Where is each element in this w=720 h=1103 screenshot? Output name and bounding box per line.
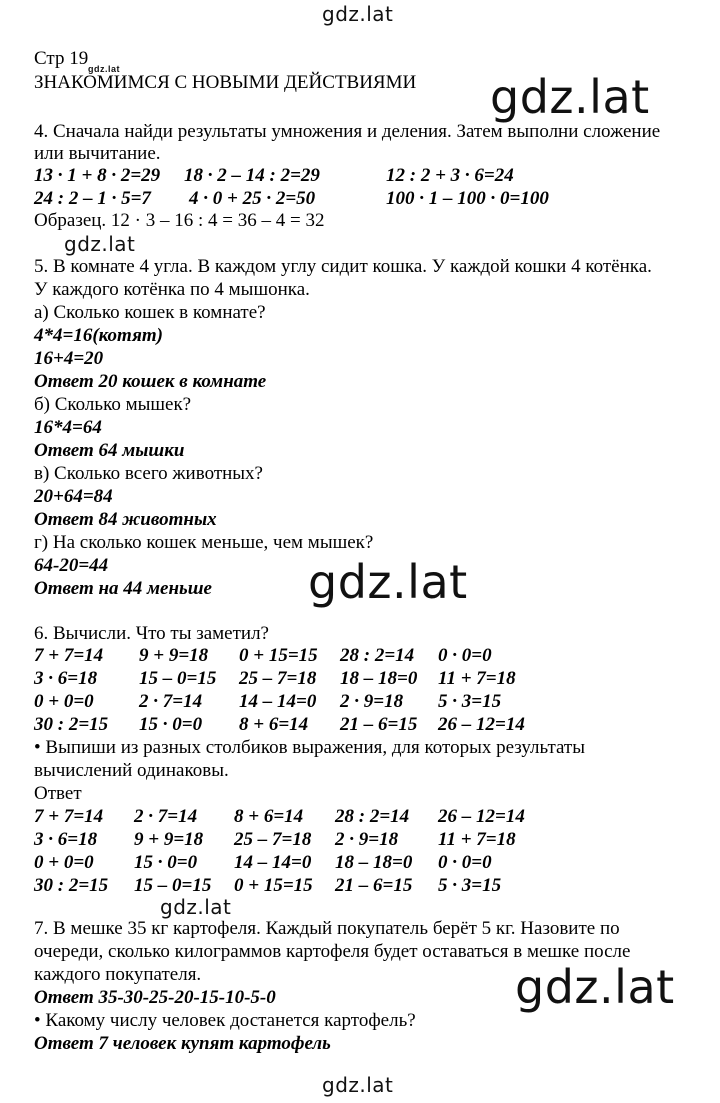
task6-answer-expr: 2 · 7=14 [134, 806, 198, 827]
task6-expr: 25 – 7=18 [239, 668, 317, 689]
task5-answer-b: Ответ 64 мышки [34, 440, 185, 461]
task6-expr: 5 · 3=15 [438, 691, 502, 712]
task6-answer-expr: 15 – 0=15 [134, 875, 212, 896]
task4-expr: 100 · 1 – 100 · 0=100 [386, 188, 549, 209]
watermark-header-tiny: gdz.lat [88, 64, 120, 74]
task6-answer-expr: 2 · 9=18 [335, 829, 399, 850]
task5-solution-c: 20+64=84 [34, 486, 113, 507]
task6-expr: 30 : 2=15 [34, 714, 109, 735]
task6-expr: 0 · 0=0 [438, 645, 492, 666]
task6-answer-expr: 26 – 12=14 [438, 806, 525, 827]
task6-expr: 18 – 18=0 [340, 668, 418, 689]
task5-solution-a2: 16+4=20 [34, 348, 104, 369]
watermark-small-task7: gdz.lat [160, 895, 232, 919]
task6-answer-expr: 0 + 0=0 [34, 852, 94, 873]
task6-text: 6. Вычисли. Что ты заметил? [34, 623, 269, 644]
task5-solution-a1: 4*4=16(котят) [34, 325, 163, 346]
task6-answer-expr: 15 · 0=0 [134, 852, 198, 873]
task6-expr: 14 – 14=0 [239, 691, 317, 712]
task4-expr: 4 · 0 + 25 · 2=50 [189, 188, 316, 209]
task7-answer-1: Ответ 35-30-25-20-15-10-5-0 [34, 987, 276, 1008]
task4-text-2: или вычитание. [34, 143, 161, 164]
task5-answer-c: Ответ 84 животных [34, 509, 217, 530]
task6-answer-expr: 14 – 14=0 [234, 852, 312, 873]
watermark-big-right-top: gdz.lat [490, 70, 650, 124]
task6-expr: 9 + 9=18 [139, 645, 209, 666]
page-title: ЗНАКОМИМСЯ С НОВЫМИ ДЕЙСТВИЯМИ [34, 72, 417, 93]
task6-expr: 28 : 2=14 [340, 645, 415, 666]
task6-answer-expr: 5 · 3=15 [438, 875, 502, 896]
task6-answer-expr: 18 – 18=0 [335, 852, 413, 873]
task6-answer-expr: 0 · 0=0 [438, 852, 492, 873]
task6-expr: 8 + 6=14 [239, 714, 309, 735]
task6-bullet-2: вычислений одинаковы. [34, 760, 229, 781]
task6-answer-expr: 8 + 6=14 [234, 806, 304, 827]
watermark-top: gdz.lat [322, 2, 394, 26]
watermark-bottom: gdz.lat [322, 1073, 394, 1097]
task6-expr: 26 – 12=14 [438, 714, 525, 735]
task5-solution-b: 16*4=64 [34, 417, 102, 438]
watermark-big-center: gdz.lat [308, 555, 468, 609]
task6-answer-expr: 30 : 2=15 [34, 875, 109, 896]
watermark-big-right-bottom: gdz.lat [515, 960, 675, 1014]
task6-answer-label: Ответ [34, 783, 82, 804]
task6-expr: 2 · 7=14 [139, 691, 203, 712]
task6-expr: 3 · 6=18 [34, 668, 98, 689]
task6-answer-expr: 3 · 6=18 [34, 829, 98, 850]
task6-expr: 21 – 6=15 [340, 714, 418, 735]
task6-answer-expr: 9 + 9=18 [134, 829, 204, 850]
task5-answer-d: Ответ на 44 меньше [34, 578, 212, 599]
page-number: Стр 19 [34, 48, 89, 69]
task7-text-1: 7. В мешке 35 кг картофеля. Каждый покупатель берёт 5 кг. Назовите по [34, 918, 620, 939]
task7-text-2: очереди, сколько килограммов картофеля будет оставаться в мешке после [34, 941, 631, 962]
task5-answer-a: Ответ 20 кошек в комнате [34, 371, 267, 392]
task5-solution-d: 64-20=44 [34, 555, 109, 576]
task4-expr: 13 · 1 + 8 · 2=29 [34, 165, 161, 186]
task5-question-a: а) Сколько кошек в комнате? [34, 302, 266, 323]
task6-expr: 15 – 0=15 [139, 668, 217, 689]
task4-text-1: 4. Сначала найди результаты умножения и деления. Затем выполни сложение [34, 121, 661, 142]
task6-expr: 0 + 15=15 [239, 645, 318, 666]
task4-expr: 12 : 2 + 3 · 6=24 [386, 165, 514, 186]
task6-bullet-1: • Выпиши из разных столбиков выражения, для которых результаты [34, 737, 585, 758]
task6-expr: 15 · 0=0 [139, 714, 203, 735]
task6-answer-expr: 0 + 15=15 [234, 875, 313, 896]
task7-answer-2: Ответ 7 человек купят картофель [34, 1033, 331, 1054]
task6-answer-expr: 28 : 2=14 [335, 806, 410, 827]
task6-expr: 7 + 7=14 [34, 645, 104, 666]
task6-expr: 11 + 7=18 [438, 668, 516, 689]
task4-expr: 18 · 2 – 14 : 2=29 [184, 165, 320, 186]
task4-expr: 24 : 2 – 1 · 5=7 [34, 188, 151, 209]
task4-sample: Образец. 12 · 3 – 16 : 4 = 36 – 4 = 32 [34, 210, 325, 231]
task6-expr: 0 + 0=0 [34, 691, 94, 712]
task6-answer-expr: 11 + 7=18 [438, 829, 516, 850]
watermark-mid-left: gdz.lat [64, 232, 136, 256]
task6-answer-expr: 7 + 7=14 [34, 806, 104, 827]
task5-question-d: г) На сколько кошек меньше, чем мышек? [34, 532, 374, 553]
task7-text-3: каждого покупателя. [34, 964, 202, 985]
task6-answer-expr: 21 – 6=15 [335, 875, 413, 896]
task6-expr: 2 · 9=18 [340, 691, 404, 712]
task7-bullet: • Какому числу человек достанется картофель? [34, 1010, 416, 1031]
task5-text-2: У каждого котёнка по 4 мышонка. [34, 279, 310, 300]
task6-answer-expr: 25 – 7=18 [234, 829, 312, 850]
task5-question-b: б) Сколько мышек? [34, 394, 192, 415]
task5-question-c: в) Сколько всего животных? [34, 463, 263, 484]
task5-text-1: 5. В комнате 4 угла. В каждом углу сидит кошка. У каждой кошки 4 котёнка. [34, 256, 652, 277]
